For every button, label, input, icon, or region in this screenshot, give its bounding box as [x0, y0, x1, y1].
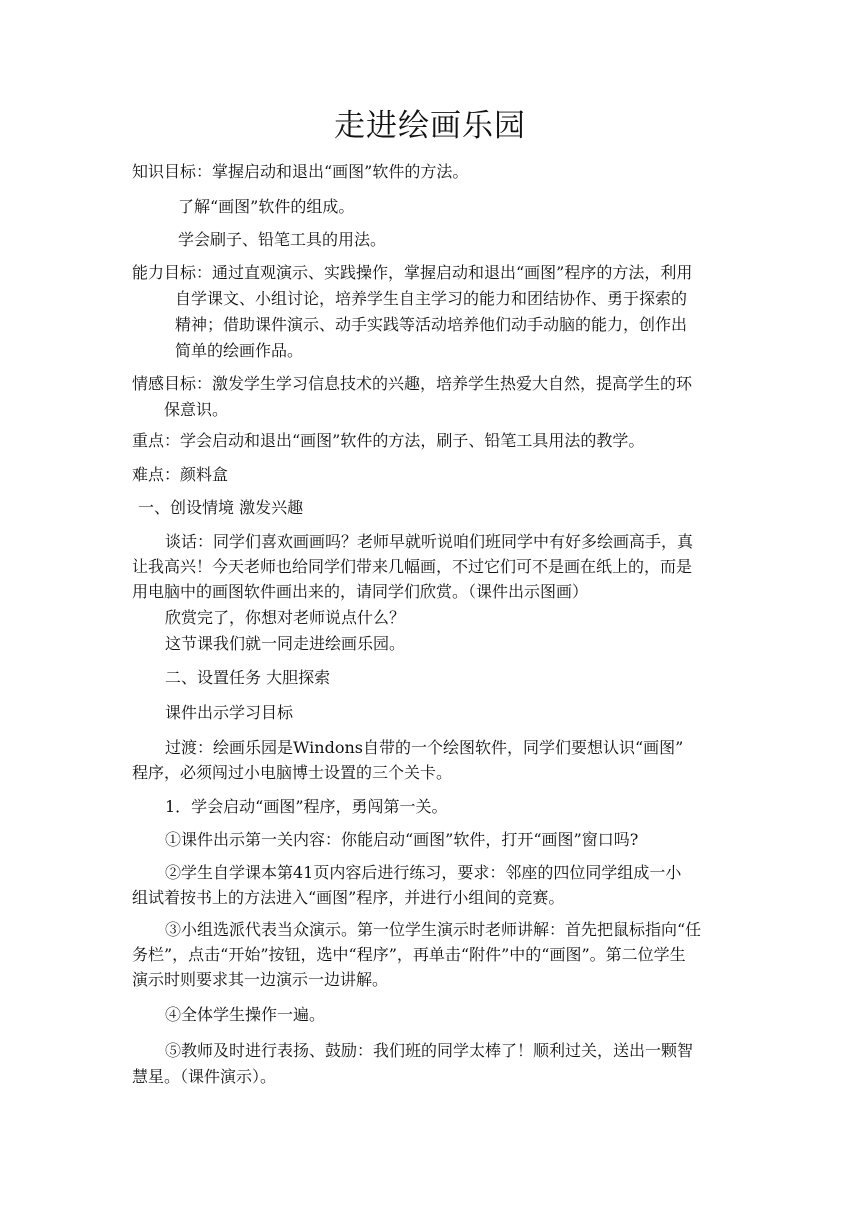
list-item: ④全体学生操作一遍。: [165, 1005, 326, 1024]
paragraph-line: 欣赏完了，你想对老师说点什么？: [165, 608, 406, 627]
section-heading: 二、设置任务 大胆探索: [165, 668, 331, 687]
paragraph-line: 程序，必须闯过小电脑博士设置的三个关卡。: [132, 763, 453, 782]
list-item: ③小组选派代表当众演示。第一位学生演示时老师讲解：首先把鼠标指向“任: [165, 920, 702, 939]
ability-goal-line: 简单的绘画作品。: [175, 341, 304, 360]
paragraph-line: 这节课我们就一同走进绘画乐园。: [165, 634, 406, 653]
list-item-line: 组试着按书上的方法进入“画图”程序，并进行小组间的竞赛。: [132, 888, 565, 907]
ability-goal: 能力目标：通过直观演示、实践操作，掌握启动和退出“画图”程序的方法，利用: [132, 263, 693, 282]
difficulty: 难点：颜料盒: [132, 465, 229, 484]
knowledge-goal-line: 学会刷子、铅笔工具的用法。: [178, 230, 387, 249]
list-item: ②学生自学课本第41页内容后进行练习，要求：邻座的四位同学组成一小: [165, 863, 682, 882]
list-item-line: 务栏”，点击“开始”按钮，选中“程序”，再单击“附件”中的“画图”。第二位学生: [132, 945, 686, 964]
list-item-line: 演示时则要求其一边演示一边讲解。: [132, 970, 389, 989]
knowledge-goal-line: 了解“画图”软件的组成。: [178, 197, 355, 216]
paragraph-line: 过渡：绘画乐园是Windons自带的一个绘图软件，同学们要想认识“画图”: [165, 738, 684, 757]
knowledge-goal: 知识目标：掌握启动和退出“画图”软件的方法。: [132, 162, 469, 181]
key-point: 重点：学会启动和退出“画图”软件的方法，刷子、铅笔工具用法的教学。: [132, 431, 645, 450]
emotion-goal: 情感目标：激发学生学习信息技术的兴趣，培养学生热爱大自然，提高学生的环: [132, 374, 693, 393]
paragraph-line: 让我高兴！今天老师也给同学们带来几幅画，不过它们可不是画在纸上的，而是: [132, 557, 693, 576]
step-heading: 1．学会启动“画图”程序，勇闯第一关。: [165, 797, 448, 816]
section-heading: 一、创设情境 激发兴趣: [138, 498, 304, 517]
paragraph-line: 谈话：同学们喜欢画画吗？老师早就听说咱们班同学中有好多绘画高手，真: [165, 532, 694, 551]
ability-goal-line: 精神；借助课件演示、动手实践等活动培养他们动手动脑的能力，创作出: [175, 315, 688, 334]
list-item-line: 慧星。（课件演示）。: [132, 1067, 277, 1086]
ability-goal-line: 自学课文、小组讨论，培养学生自主学习的能力和团结协作、勇于探索的: [175, 289, 688, 308]
document-title: 走进绘画乐园: [334, 108, 526, 144]
list-item: ①课件出示第一关内容：你能启动“画图”软件，打开“画图”窗口吗?: [165, 830, 639, 849]
emotion-goal-line: 保意识。: [164, 400, 229, 419]
paragraph-line: 用电脑中的画图软件画出来的，请同学们欣赏。（课件出示图画）: [132, 582, 589, 601]
paragraph-line: 课件出示学习目标: [165, 703, 294, 722]
list-item: ⑤教师及时进行表扬、鼓励：我们班的同学太棒了！顺利过关，送出一颗智: [165, 1041, 694, 1060]
